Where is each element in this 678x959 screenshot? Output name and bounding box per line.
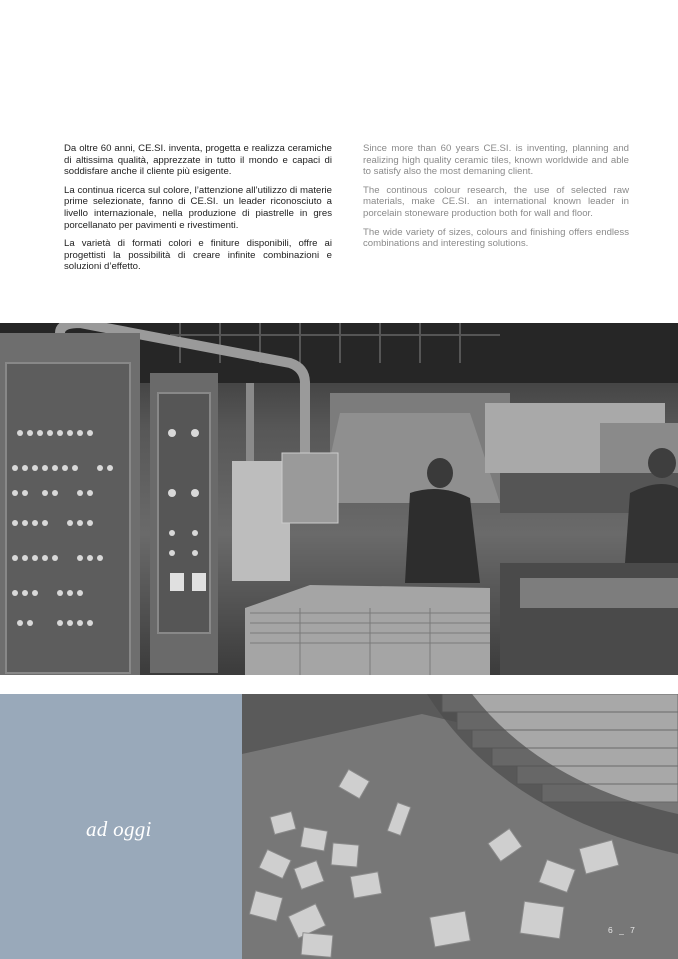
- factory-control-panel-photo: [0, 323, 678, 675]
- italian-text-column: [64, 143, 332, 280]
- english-text-column: [363, 143, 629, 257]
- page-numbers: 6 _ 7: [608, 925, 637, 935]
- english-paragraph-1: Since more than 60 years CE.SI. is inventing, planning and realizing high quality ceramic tiles, known worldwide and able to satisfy also the most demaning client.: [363, 143, 629, 178]
- italian-paragraph-3: La varietà di formati colori e finiture disponibili, offre ai progettisti la possibilità di creare infinite combinazioni e soluzioni d’effetto.: [64, 238, 332, 273]
- italian-paragraph-1: Da oltre 60 anni, CE.SI. inventa, progetta e realizza ceramiche di altissima qualità, apprezzate in tutto il mondo e capaci di soddisfare anche il cliente più esigente.: [64, 143, 332, 178]
- english-paragraph-2: The continous colour research, the use of selected raw materials, make CE.SI. an international known leader in porcelain stoneware production both for wall and floor.: [363, 184, 629, 219]
- falling-tiles-photo: [242, 694, 678, 959]
- italian-paragraph-2: La continua ricerca sul colore, l’attenzione all’utilizzo di materie prime selezionate, fanno di CE.SI. un leader riconosciuto a livello internazionale, nella produzione di piastrelle in gres porcellanato per pavimenti e rivestimenti.: [64, 184, 332, 231]
- section-title: ad oggi: [86, 817, 152, 841]
- english-paragraph-3: The wide variety of sizes, colours and finishing offers endless combinations and interesting solutions.: [363, 226, 629, 250]
